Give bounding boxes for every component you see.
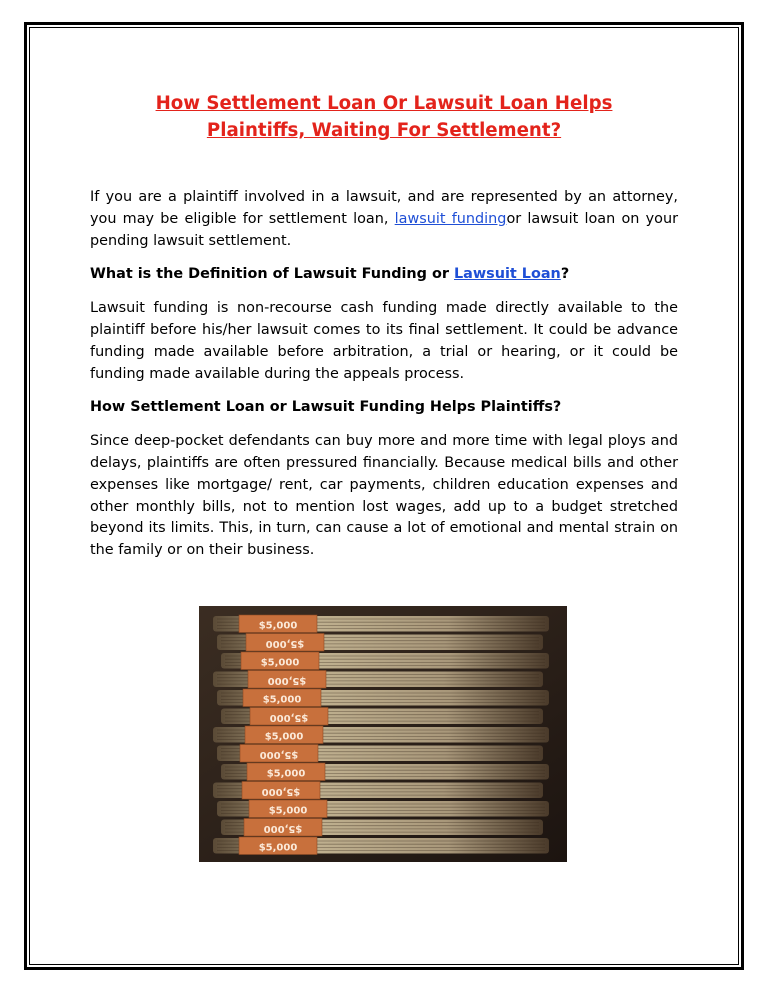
definition-heading-text: What is the Definition of Lawsuit Funding or [90,266,454,283]
bill-bundle [217,745,543,763]
bill-bundle [213,671,543,689]
money-stack-photo [199,606,567,862]
definition-heading [90,264,678,286]
title-line-2: Plaintiffs, Waiting For Settlement? [206,120,562,141]
currency-band-label: $5,000 [262,694,302,706]
lawsuit-funding-link[interactable]: lawsuit funding [394,210,507,227]
definition-paragraph: Lawsuit funding is non-recourse cash funding made directly available to the plaintiff before his/her lawsuit comes to its final settlement. It could be advance funding made available before arbitration, a trial or hearing, or it could be funding made available during the appeals process. [90,300,678,382]
bill-bundle [217,634,543,652]
currency-band-label: $5,000 [261,785,301,797]
currency-band-label: $5,000 [267,674,307,686]
helps-heading: How Settlement Loan or Lawsuit Funding Helps Plaintiffs? [90,399,562,416]
lawsuit-loan-link[interactable]: Lawsuit Loan [453,266,561,283]
bill-bundle [213,726,549,744]
currency-band-label: $5,000 [263,822,303,834]
money-stack-illustration [199,606,567,862]
currency-band-label: $5,000 [264,731,304,743]
currency-band-label: $5,000 [266,768,306,780]
bill-bundle [221,652,549,670]
bill-bundle [217,800,549,818]
currency-band-label: $5,000 [258,842,298,854]
helps-paragraph: Since deep-pocket defendants can buy more and more time with legal ploys and delays, plaintiffs are often pressured financially. Because medical bills and other expenses like mortgage/ rent, car payments, children education expenses and other monthly bills, not to mention lost wages, add up to a budget stretched beyond its limits. This, in turn, can cause a lot of emotional and mental strain on the family or on their business. [90,433,678,559]
currency-band-label: $5,000 [268,805,308,817]
bill-bundle [213,782,543,800]
intro-paragraph [90,187,678,252]
currency-band-label: $5,000 [258,620,298,632]
bill-bundle [213,837,549,855]
bill-bundle [217,689,549,707]
bill-bundle [221,708,543,726]
bill-bundle [213,615,549,633]
intro-text-before: If you are a plaintiff involved in a lawsuit, and are represented by an attorney, you may be eligible for settlement loan, [90,189,678,227]
document-content [90,90,678,574]
title-line-1: How Settlement Loan Or Lawsuit Loan Helps [155,93,613,114]
currency-band-label: $5,000 [260,657,300,669]
currency-band-label: $5,000 [269,711,309,723]
currency-band-label: $5,000 [259,748,299,760]
definition-heading-end: ? [560,266,570,283]
document-title [90,90,678,144]
intro-text-after: or lawsuit loan on your pending lawsuit settlement. [90,210,678,249]
bill-bundle [221,763,549,781]
currency-band-label: $5,000 [265,637,305,649]
bill-bundle [221,819,543,837]
